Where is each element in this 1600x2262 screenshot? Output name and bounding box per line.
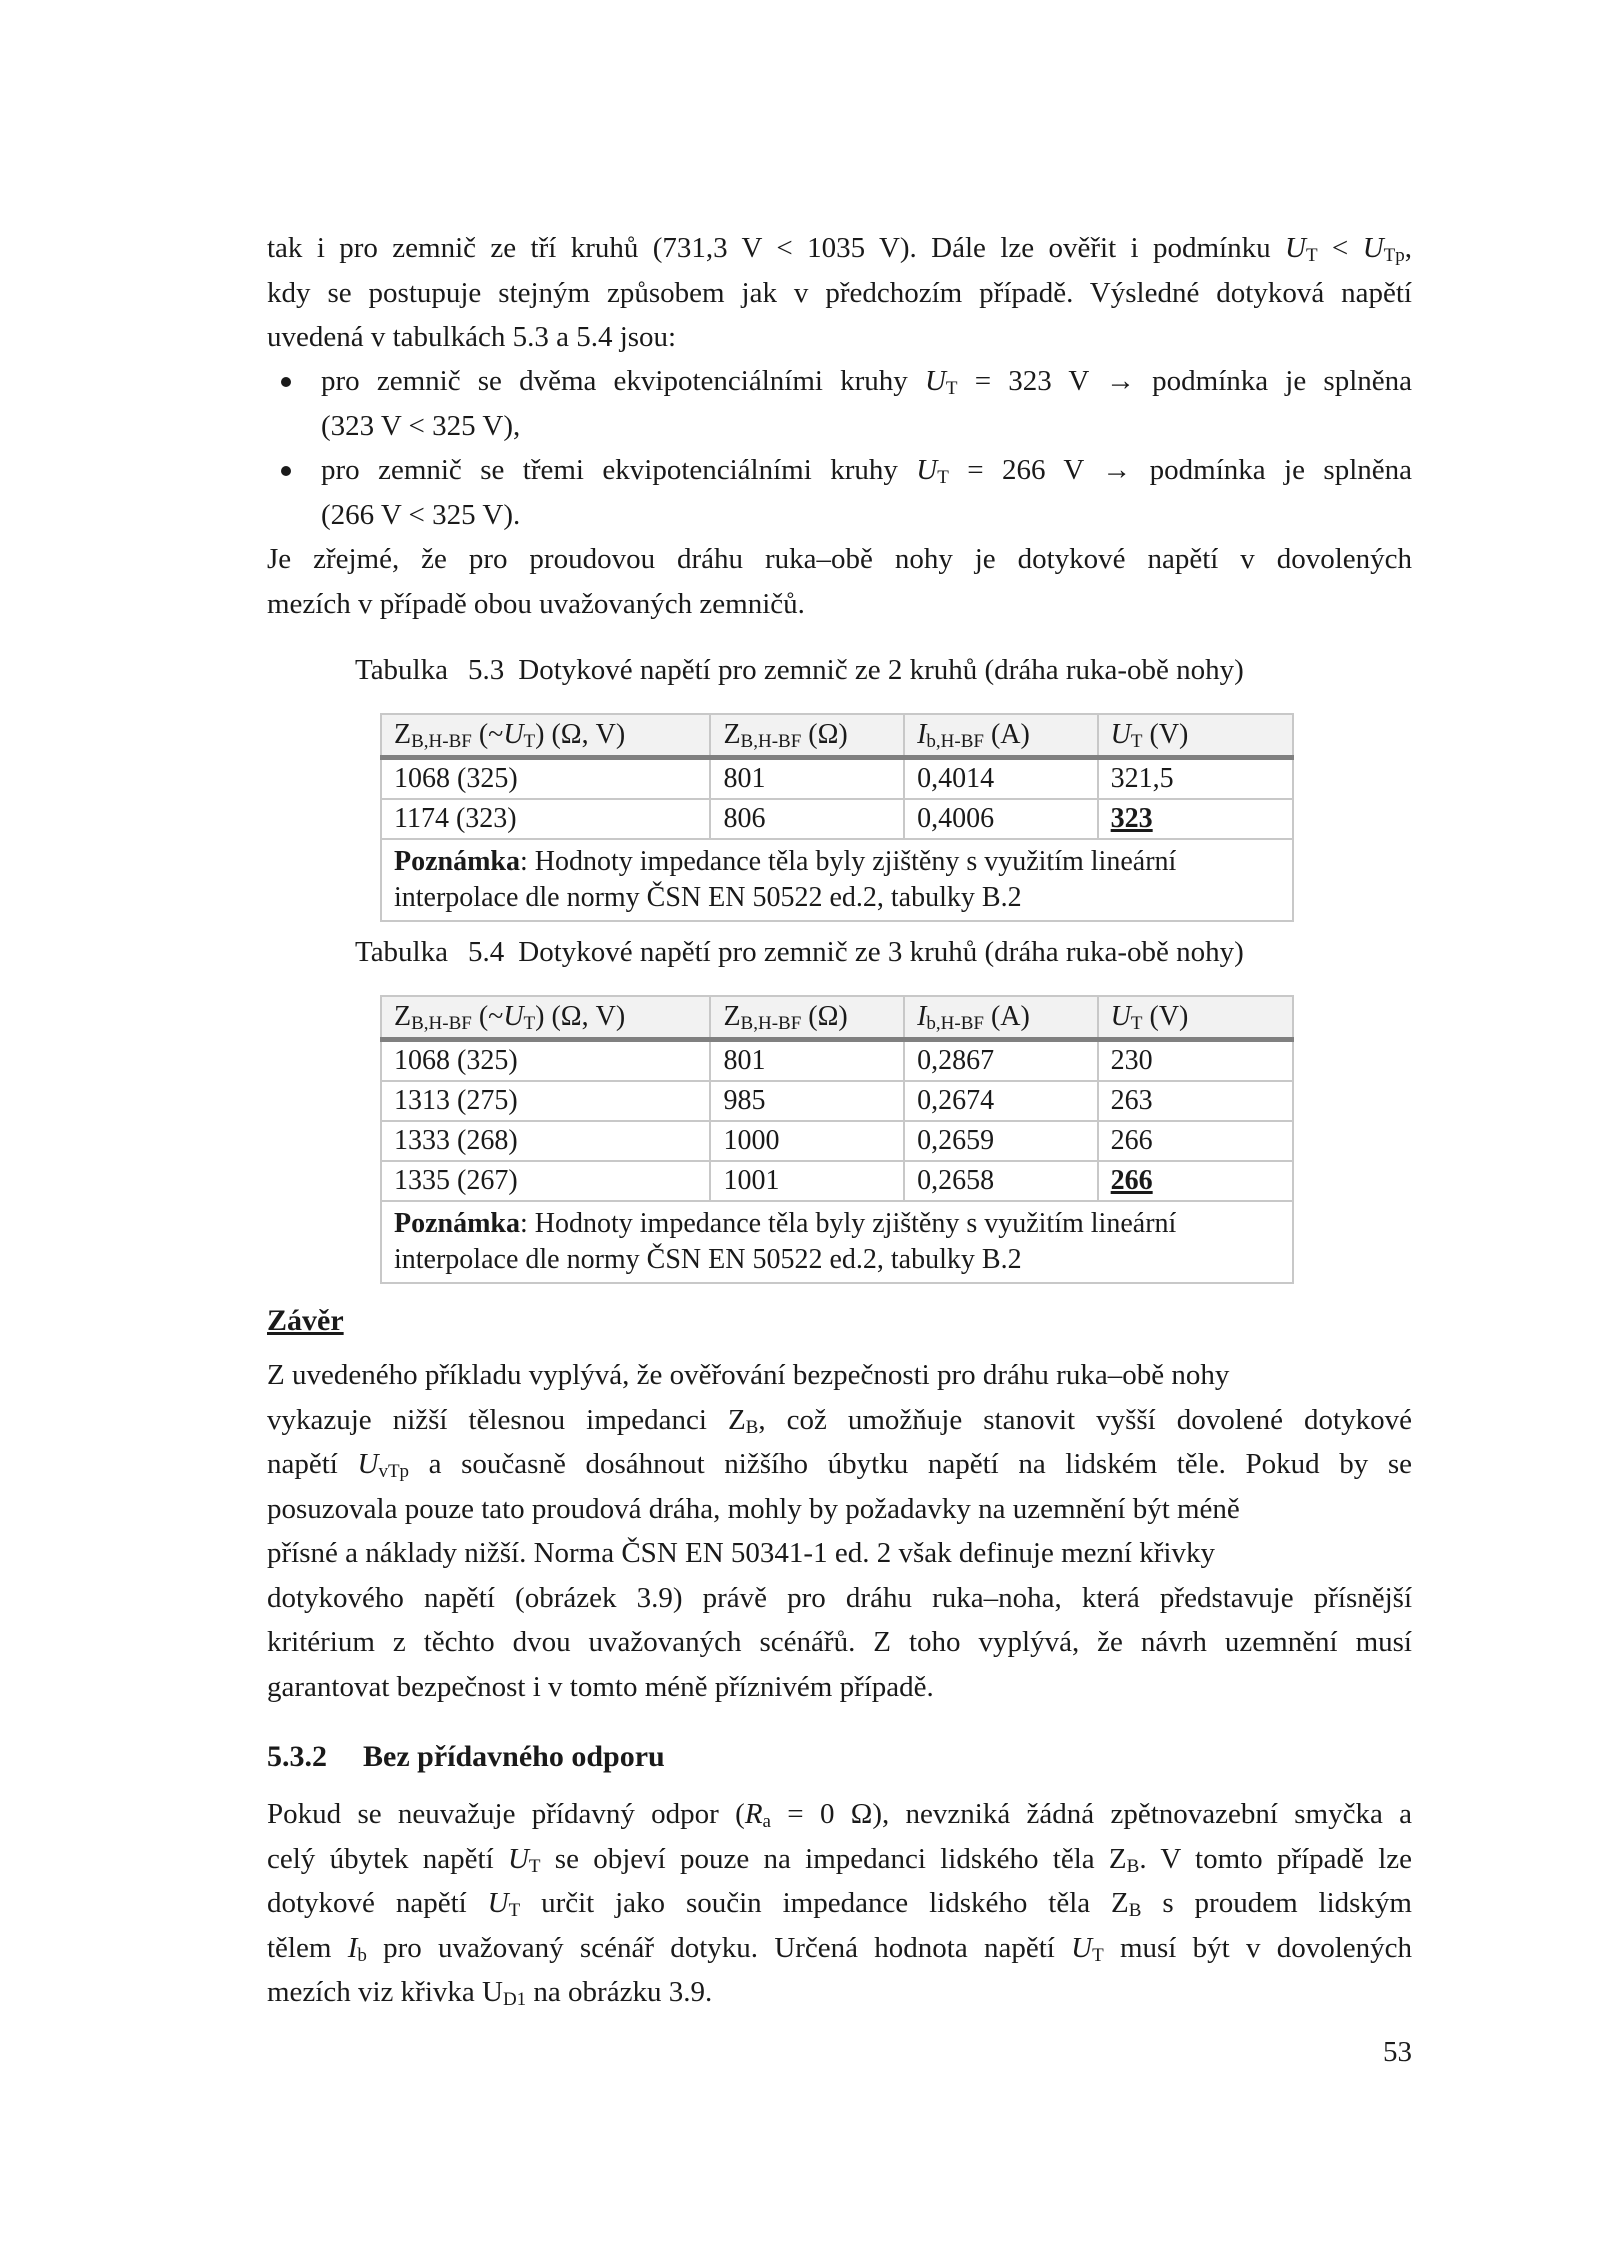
bullet-icon xyxy=(281,377,291,387)
table-header-row xyxy=(381,996,1293,1040)
bullet-icon xyxy=(281,466,291,476)
intro-paragraph xyxy=(267,226,1412,360)
table-5-4-caption: Tabulka 5.4 Dotykové napětí pro zemnič ze 3 kruhů (dráha ruka-obě nohy) xyxy=(355,936,1244,968)
table-header-row xyxy=(381,714,1293,758)
highlighted-result: 323 xyxy=(1110,803,1153,834)
header-zb: $Z_{B,H-BF}$ (Ω) xyxy=(710,714,904,758)
intro-line-2: kdy se postupuje stejným způsobem jak v předchozím případě. Výsledné dotyková napětí xyxy=(267,276,1412,309)
header-ib: $I_{b,H-BF}$ (A) xyxy=(904,996,1098,1040)
table-note-row: Poznámka: Hodnoty impedance těla byly zjištěny s využitím lineární interpolace dle normy ČSN EN 50522 ed.2, tabulky B.2 xyxy=(381,839,1293,921)
result-bullet-list xyxy=(225,359,1412,537)
header-ut: $U_T$ (V) xyxy=(1098,996,1293,1040)
table-5-4 xyxy=(380,995,1294,1284)
intro-line-1: tak i pro zemnič ze tří kruhů (731,3 V < 1035 V). Dále lze ověřit i podmínku $U_T < U_{Tp}$, xyxy=(267,232,1412,266)
bullet-item-three-rings: pro zemnič se třemi ekvipotenciálními kruhy $U_T = 266$ V → podmínka je splněna (266 V < 325 V). xyxy=(225,448,1412,537)
bullet-item-two-rings: pro zemnič se dvěma ekvipotenciálními kruhy $U_T = 323$ V → podmínka je splněna (323 V < 325 V), xyxy=(225,359,1412,448)
table-5-3-caption: Tabulka 5.3 Dotykové napětí pro zemnič ze 2 kruhů (dráha ruka-obě nohy) xyxy=(355,654,1244,686)
table-note-row: Poznámka: Hodnoty impedance těla byly zjištěny s využitím lineární interpolace dle normy ČSN EN 50522 ed.2, tabulky B.2 xyxy=(381,1201,1293,1283)
section-heading-5-3-2: 5.3.2 Bez přídavného odporu xyxy=(267,1740,665,1773)
table-row: 1174 (323) 806 0,4006 323 xyxy=(381,799,1293,839)
header-zb-ut: $Z_{B,H-BF}$ $(\sim U_T)$ (Ω, V) xyxy=(381,714,710,758)
table-row: 1335 (267) 1001 0,2658 266 xyxy=(381,1161,1293,1201)
section-paragraph: Pokud se neuvažuje přídavný odpor ($R_a = 0$ Ω), nevzniká žádná zpětnovazební smyčka a celý úbytek napětí $U_T$ se objeví pouze na impedanci lidského těla $Z_B$. V tomto případě lze dotykové napětí $U_T$ určit jako součin impedance lidského těla $Z_B$ s proudem lidským tělem $I_b$ pro uvažovaný scénář dotyku. Určená hodnota napětí $U_T$ musí být v dovolených mezích viz křivka $U_{D1}$ na obrázku 3.9. xyxy=(267,1798,1413,2010)
header-ib: $I_{b,H-BF}$ (A) xyxy=(904,714,1098,758)
highlighted-result: 266 xyxy=(1110,1165,1153,1196)
table-5-3 xyxy=(380,713,1294,922)
table-row: 1313 (275) 985 0,2674 263 xyxy=(381,1081,1293,1121)
conclusion-heading: Závěr xyxy=(267,1304,344,1337)
header-zb-ut: $Z_{B,H-BF}$ $(\sim U_T)$ (Ω, V) xyxy=(381,996,710,1040)
table-row: 1068 (325) 801 0,2867 230 xyxy=(381,1040,1293,1082)
page-number: 53 xyxy=(1383,2036,1412,2068)
conclusion-paragraph: Z uvedeného příkladu vyplývá, že ověřování bezpečnosti pro dráhu ruka–obě nohy vykazuje nižší tělesnou impedanci $Z_B$, což umožňuje stanovit vyšší dovolené dotykové napětí $U_{vTp}$ a současně dosáhnout nižšího úbytku napětí na lidském těle. Pokud by se posuzovala pouze tato proudová dráha, mohly by požadavky na uzemnění být méně přísné a náklady nižší. Norma ČSN EN 50341-1 ed. 2 však definuje mezní křivky dotykového napětí (obrázek 3.9) právě pro dráhu ruka–noha, která představuje přísnější kritérium z těchto dvou uvažovaných scénářů. Z toho vyplývá, že návrh uzemnění musí garantovat bezpečnost i v tomto méně příznivém případě. xyxy=(267,1359,1412,1703)
table-row: 1333 (268) 1000 0,2659 266 xyxy=(381,1121,1293,1161)
intro-line-3: uvedená v tabulkách 5.3 a 5.4 jsou: xyxy=(267,321,677,353)
table-row: 1068 (325) 801 0,4014 321,5 xyxy=(381,758,1293,800)
header-zb: $Z_{B,H-BF}$ (Ω) xyxy=(710,996,904,1040)
paths-conclusion-paragraph: Je zřejmé, že pro proudovou dráhu ruka–obě nohy je dotykové napětí v dovolených mezích v případě obou uvažovaných zemničů. xyxy=(267,543,1412,620)
header-ut: $U_T$ (V) xyxy=(1098,714,1293,758)
